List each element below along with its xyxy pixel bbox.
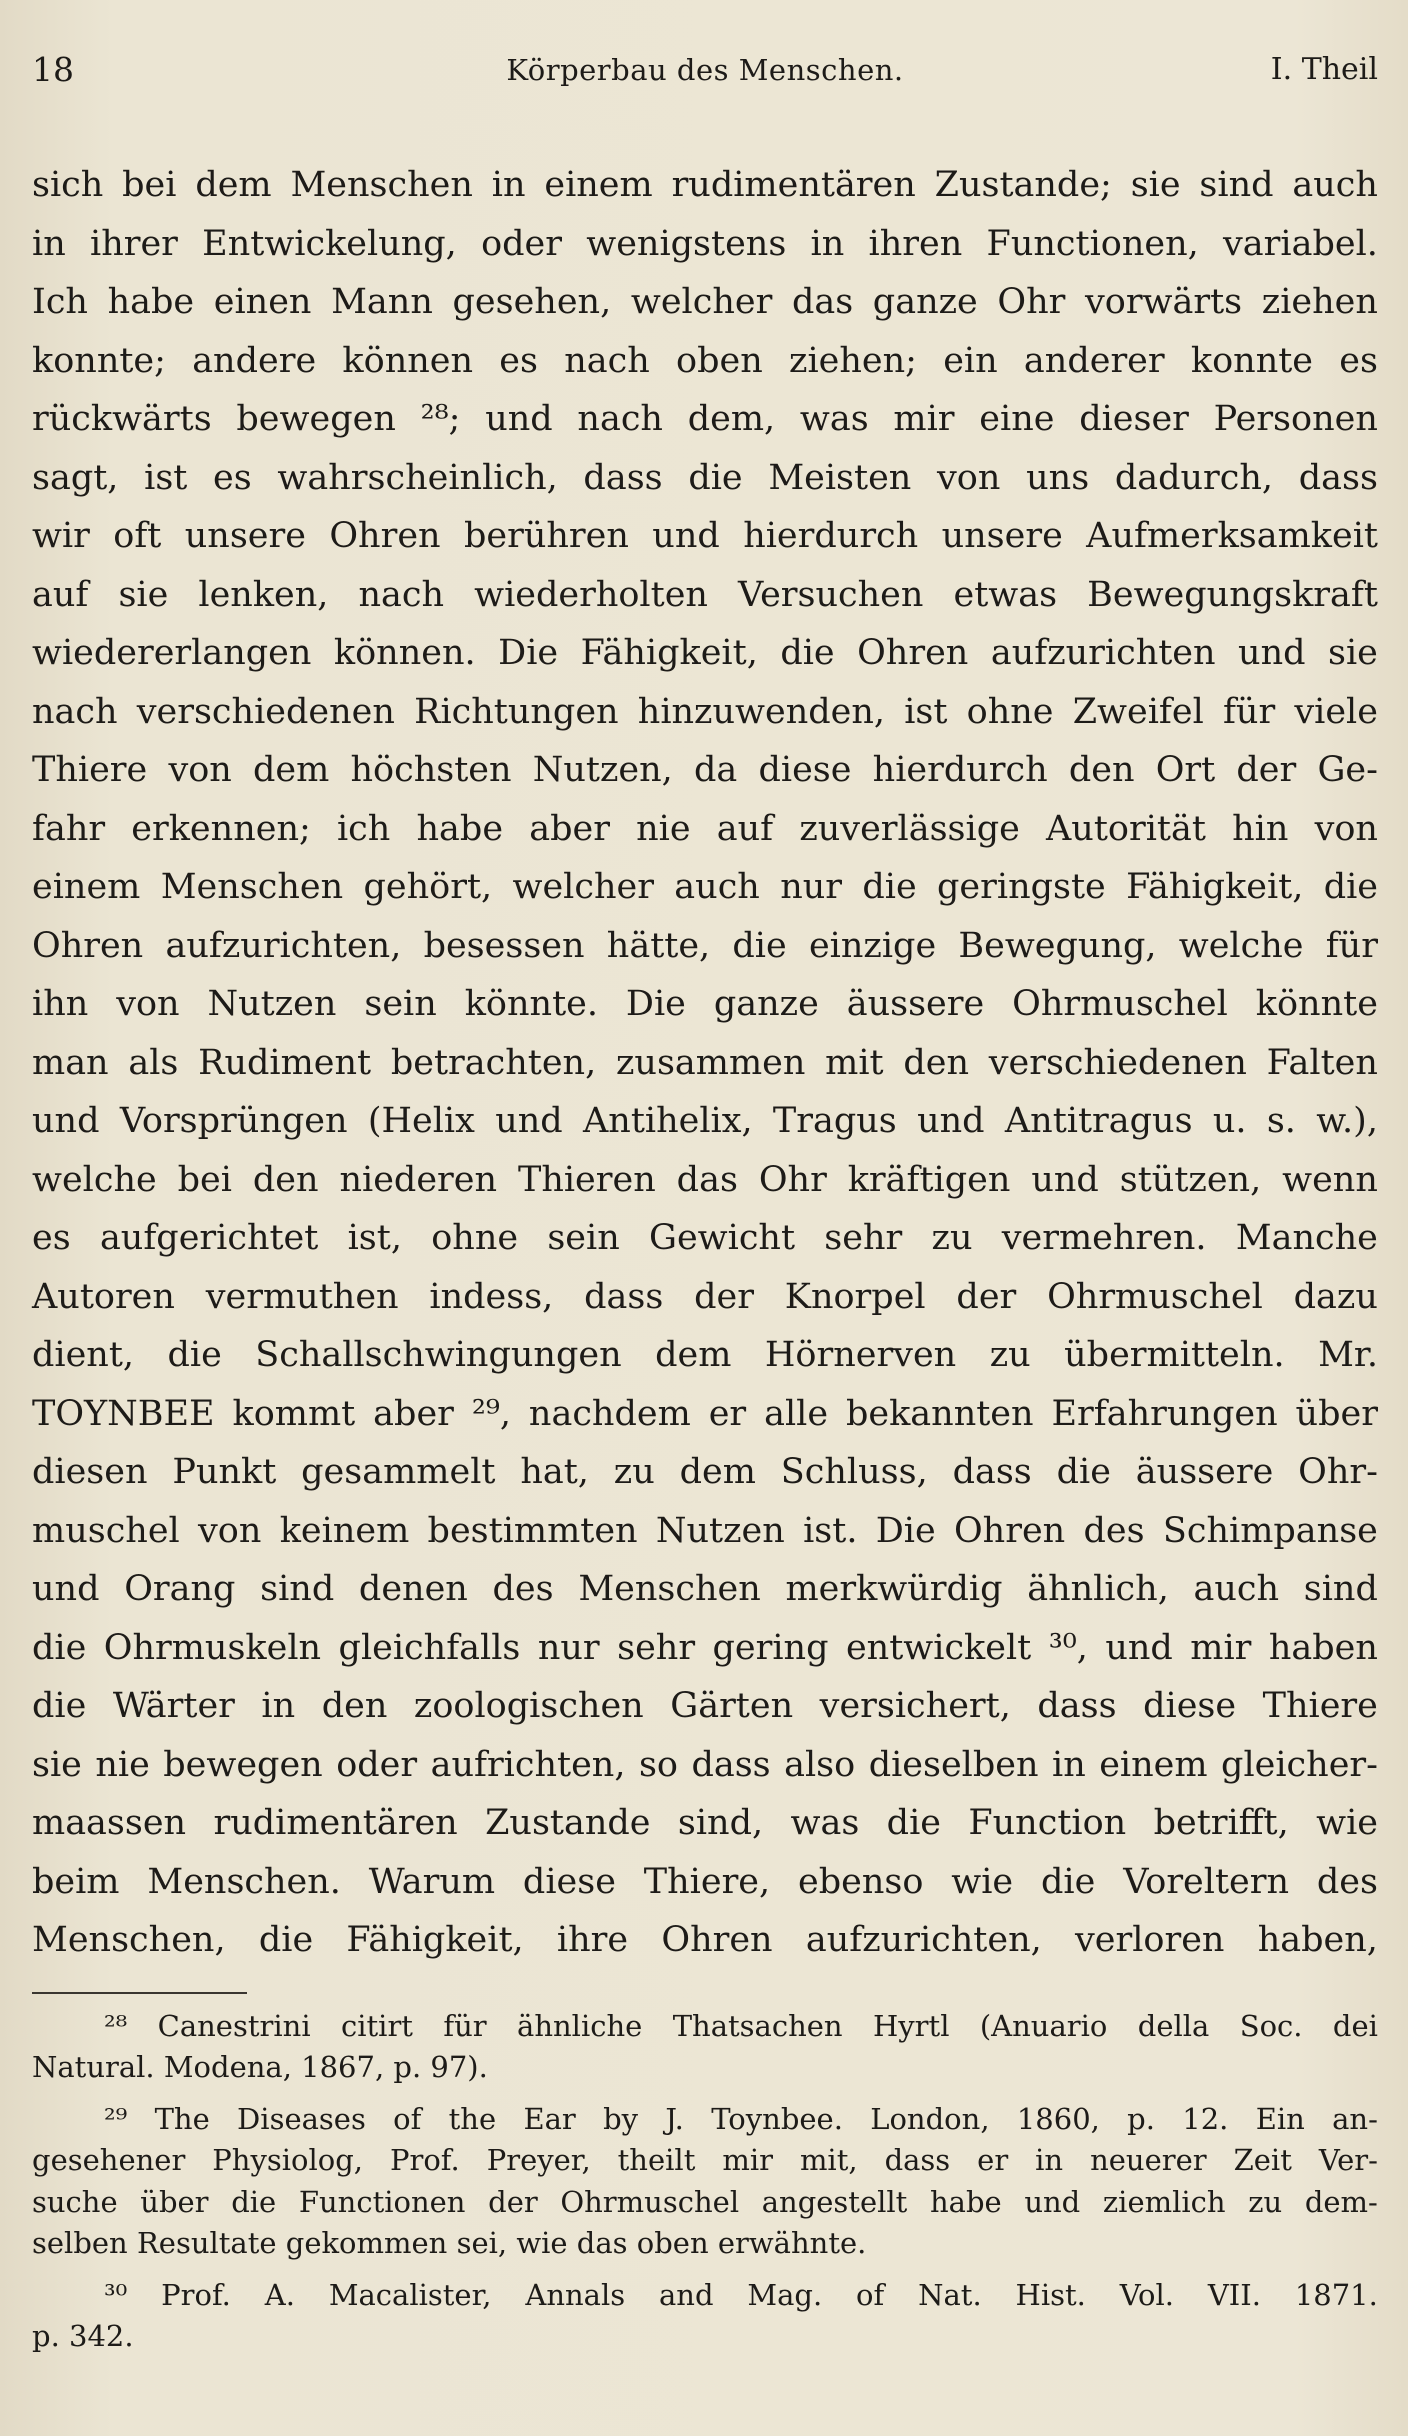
body-line: sagt, ist es wahrscheinlich, dass die Meisten von uns dadurch, dass [32, 457, 1378, 498]
footnote-line: selben Resultate gekommen sei, wie das oben erwähnte. [32, 2226, 867, 2260]
footnote-line: ²⁸ Canestrini citirt für ähnliche Thatsachen Hyrtl (Anuario della Soc. dei [104, 2008, 1378, 2043]
body-line: ihn von Nutzen sein könnte. Die ganze äussere Ohrmuschel könnte [32, 984, 1378, 1024]
body-line: sie nie bewegen oder aufrichten, so dass also dieselben in einem gleicher- [32, 1744, 1378, 1785]
running-title: Körperbau des Menschen. [506, 53, 904, 87]
body-line: wir oft unsere Ohren berühren und hierdurch unsere Aufmerksamkeit [32, 516, 1378, 556]
footnote-line: Natural. Modena, 1867, p. 97). [32, 2050, 488, 2084]
body-line: nach verschiedenen Richtungen hinzuwenden, ist ohne Zweifel für viele [32, 691, 1378, 732]
body-line: die Wärter in den zoologischen Gärten versichert, dass diese Thiere [32, 1686, 1378, 1726]
body-text [32, 156, 1378, 1970]
footnote-line: suche über die Functionen der Ohrmuschel angestellt habe und ziemlich zu dem- [32, 2184, 1378, 2219]
body-line: TOYNBEE kommt aber ²⁹, nachdem er alle bekannten Erfahrungen über [32, 1393, 1378, 1434]
body-line: dient, die Schallschwingungen dem Hörnerven zu übermitteln. Mr. [32, 1335, 1378, 1375]
body-line: auf sie lenken, nach wiederholten Versuchen etwas Bewegungskraft [32, 574, 1378, 615]
body-line: sich bei dem Menschen in einem rudimentären Zustande; sie sind auch [32, 165, 1378, 205]
footnotes [32, 2006, 1378, 2358]
footnote-gap [32, 2265, 1378, 2275]
body-line: die Ohrmuskeln gleichfalls nur sehr gering entwickelt ³⁰, und mir haben [32, 1627, 1378, 1668]
body-line: in ihrer Entwickelung, oder wenigstens in ihren Functionen, variabel. [32, 223, 1378, 264]
running-head [32, 44, 1378, 96]
body-line: diesen Punkt gesammelt hat, zu dem Schluss, dass die äussere Ohr- [32, 1452, 1378, 1492]
footnote-line: p. 342. [32, 2319, 134, 2353]
body-line: man als Rudiment betrachten, zusammen mit den verschiedenen Falten [32, 1042, 1378, 1083]
body-line: Ich habe einen Mann gesehen, welcher das ganze Ohr vorwärts ziehen [32, 282, 1378, 322]
body-line: es aufgerichtet ist, ohne sein Gewicht sehr zu vermehren. Manche [32, 1218, 1378, 1258]
footnote-rule [32, 1992, 247, 1994]
body-line: rückwärts bewegen ²⁸; und nach dem, was mir eine dieser Personen [32, 399, 1378, 439]
body-line: wiedererlangen können. Die Fähigkeit, die Ohren aufzurichten und sie [32, 633, 1378, 673]
body-line: und Vorsprüngen (Helix und Antihelix, Tragus und Antitragus u. s. w.), [32, 1101, 1378, 1141]
body-line: muschel von keinem bestimmten Nutzen ist. Die Ohren des Schimpanse [32, 1510, 1378, 1551]
body-line: Autoren vermuthen indess, dass der Knorpel der Ohrmuschel dazu [32, 1276, 1378, 1317]
body-line: fahr erkennen; ich habe aber nie auf zuverlässige Autorität hin von [32, 808, 1378, 849]
body-line: einem Menschen gehört, welcher auch nur die geringste Fähigkeit, die [32, 867, 1378, 907]
part-label: I. Theil [1270, 52, 1378, 87]
body-line: Ohren aufzurichten, besessen hätte, die einzige Bewegung, welche für [32, 925, 1378, 966]
body-line: welche bei den niederen Thieren das Ohr kräftigen und stützen, wenn [32, 1159, 1378, 1200]
body-line: maassen rudimentären Zustande sind, was die Function betrifft, wie [32, 1803, 1378, 1843]
page-number: 18 [32, 50, 74, 89]
footnote-gap [32, 2089, 1378, 2099]
footnote-line: ³⁰ Prof. A. Macalister, Annals and Mag. of Nat. Hist. Vol. VII. 1871. [104, 2277, 1378, 2312]
footnote-line: gesehener Physiolog, Prof. Preyer, theilt mir mit, dass er in neuerer Zeit Ver- [32, 2143, 1378, 2177]
body-line: Menschen, die Fähigkeit, ihre Ohren aufzurichten, verloren haben, [32, 1920, 1378, 1960]
body-line: Thiere von dem höchsten Nutzen, da diese hierdurch den Ort der Ge- [32, 750, 1378, 790]
footnote-line: ²⁹ The Diseases of the Ear by J. Toynbee. London, 1860, p. 12. Ein an- [104, 2101, 1378, 2136]
body-line: und Orang sind denen des Menschen merkwürdig ähnlich, auch sind [32, 1569, 1378, 1609]
body-line: beim Menschen. Warum diese Thiere, ebenso wie die Voreltern des [32, 1861, 1378, 1902]
body-line: konnte; andere können es nach oben ziehen; ein anderer konnte es [32, 340, 1378, 381]
